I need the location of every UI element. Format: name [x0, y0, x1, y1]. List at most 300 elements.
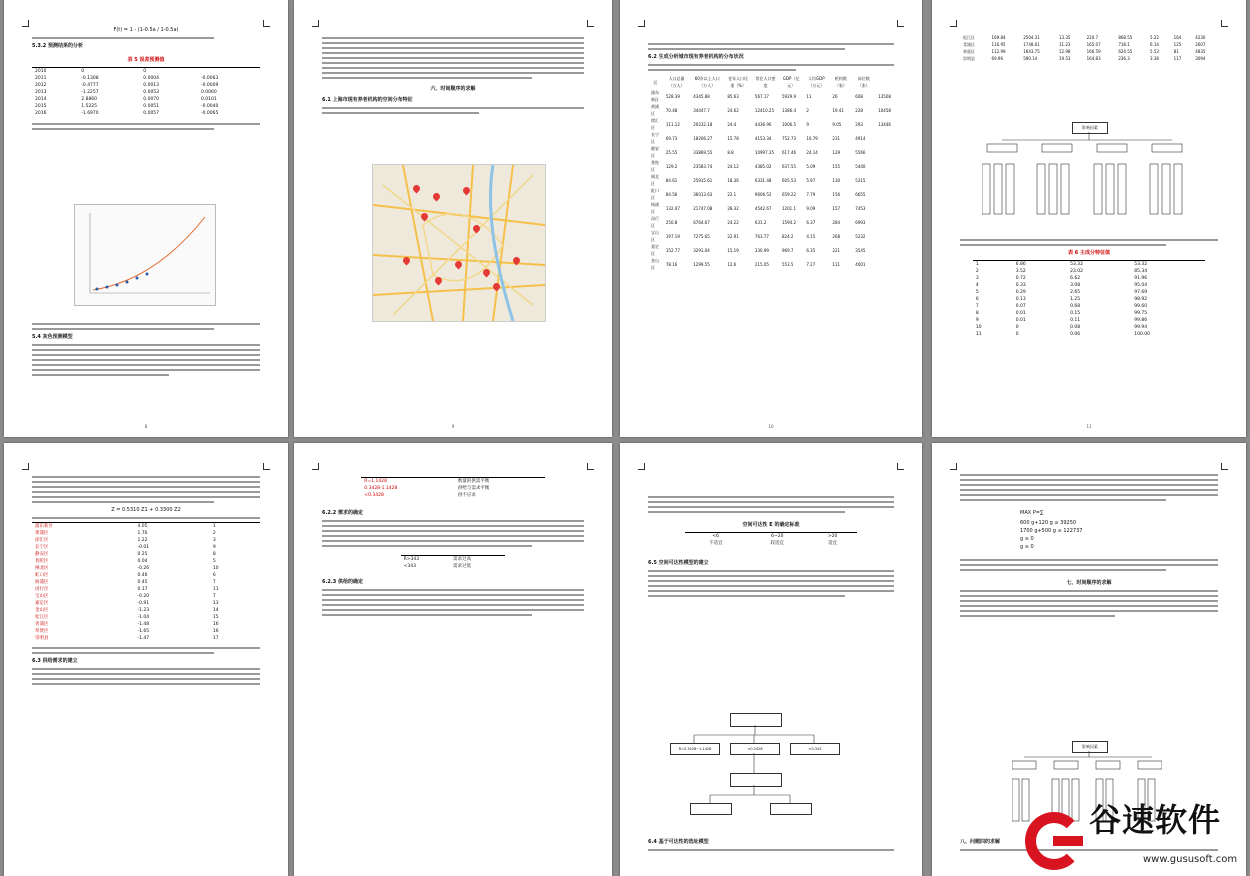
table-cell: 金山区	[651, 258, 659, 270]
table-cell: 228	[855, 107, 863, 113]
table-cell: 虹口区	[35, 573, 49, 578]
formula: F(t) = 1 - (1-0.5a / 1-0.5a)	[113, 27, 179, 33]
table-cell: 23583.74	[693, 163, 713, 169]
table-cell: 553.5	[782, 261, 794, 267]
table-cell: 13508	[878, 93, 891, 99]
table-cell: 590.14	[1023, 56, 1038, 61]
table-cell: 4835	[1195, 49, 1206, 54]
table-cell: 普陀区	[35, 559, 49, 564]
text-line	[32, 359, 260, 361]
table-cell: 9	[212, 545, 216, 550]
table-cell: 9.09	[806, 205, 816, 211]
table-cell: 25.55	[665, 149, 678, 155]
table-cell: 268	[832, 233, 841, 239]
supply-demand-table	[361, 477, 544, 499]
crop-mark	[587, 20, 594, 27]
table-row	[973, 296, 1205, 303]
table-cell: -0.0009	[200, 83, 219, 88]
table-cell: 95.04	[1134, 283, 1148, 288]
text-line	[960, 615, 1115, 617]
table-cell: 70.48	[665, 107, 678, 113]
table-cell: 长宁区	[35, 545, 49, 550]
table-cell: 2012	[35, 83, 47, 88]
table-cell: 99.94	[1134, 325, 1148, 330]
table-row	[32, 68, 260, 76]
text-line	[32, 476, 260, 478]
table-cell: 85.63	[727, 93, 739, 99]
table-cell: 虹口区	[651, 188, 659, 200]
flow-label: >0.343	[808, 747, 822, 751]
table-cell: 3.38	[1150, 56, 1159, 61]
text-line	[960, 494, 1218, 496]
table-cell: 2	[975, 269, 979, 274]
table-row	[648, 117, 894, 131]
constraint-list	[1020, 519, 1218, 551]
table-cell: 闵行区	[651, 216, 659, 228]
crop-mark	[22, 463, 29, 470]
table-cell: 0.3428-1.1428	[364, 486, 398, 491]
table-row	[32, 551, 260, 558]
table-row	[973, 275, 1205, 282]
text-line	[32, 491, 260, 493]
text-line	[322, 520, 584, 522]
table-title: 表 6 主成分特征值	[1068, 250, 1110, 256]
table-cell: 2.65	[1070, 290, 1081, 295]
table-row	[973, 261, 1205, 269]
table-cell: 4542.67	[754, 205, 772, 211]
table-cell: 闸北区	[651, 174, 659, 186]
section-heading: 八、问题四的求解	[960, 839, 1001, 845]
table-cell: 6.86	[1015, 262, 1026, 267]
text-line	[32, 517, 260, 519]
table-row	[973, 310, 1205, 317]
table-row	[648, 257, 894, 271]
text-line	[322, 77, 532, 79]
page-number: 8	[144, 424, 148, 429]
table-row	[32, 530, 260, 537]
text-line	[32, 496, 260, 498]
table-cell: 徐汇区	[35, 538, 49, 543]
table-cell: 松江区	[35, 615, 49, 620]
table-cell: -0.0065	[200, 111, 219, 116]
table-cell: 0.0070	[143, 97, 160, 102]
text-line	[960, 499, 1166, 501]
text-line	[322, 42, 584, 44]
prediction-curve	[75, 205, 215, 305]
gusu-watermark-logo	[1025, 801, 1240, 872]
table-cell: 4.15	[806, 233, 816, 239]
text-line	[648, 849, 894, 851]
table-cell: 0.11	[1070, 318, 1081, 323]
page-number: 10	[768, 424, 774, 429]
table-cell: 黄浦区	[651, 104, 659, 116]
table-cell: 112.99	[991, 49, 1006, 54]
table-row	[973, 303, 1205, 310]
text-line	[32, 652, 214, 654]
flow-label: R=0.3428~1.1428	[678, 747, 712, 751]
table-cell: 1201.1	[782, 205, 797, 211]
table-row	[401, 556, 506, 564]
table-cell: <0.3428	[364, 493, 384, 498]
table-cell: 10	[212, 566, 219, 571]
flow-label: <0.3428	[747, 747, 763, 751]
table-cell: 33869.55	[693, 149, 713, 155]
table-row	[973, 324, 1205, 331]
table-row	[960, 41, 1218, 48]
table-cell: 17	[212, 636, 219, 641]
column-header: 人均GDP（万元）	[808, 76, 825, 88]
table-cell: 2607	[1195, 42, 1206, 47]
table-row	[648, 89, 894, 103]
table-cell: 0.0013	[143, 83, 160, 88]
table-cell: 浦东新区	[651, 90, 659, 102]
text-line	[322, 535, 584, 537]
column-header: 机构数（家）	[834, 76, 847, 88]
table-cell: 需求过低	[453, 564, 472, 569]
table-row	[32, 593, 260, 600]
table-title: 表 5 误差预测值	[127, 57, 165, 63]
section-heading: 6.5 空间可达性模型的建立	[648, 560, 709, 566]
table-cell: 不适宜	[708, 541, 723, 546]
document-page-7	[620, 443, 922, 876]
table-cell: 数量的供需平衡	[457, 479, 490, 484]
table-cell: 0.17	[137, 587, 148, 592]
text-line	[32, 344, 260, 346]
table-cell: 718.1	[1118, 42, 1130, 47]
table-cell: <343	[403, 564, 416, 569]
table-row	[648, 201, 894, 215]
text-line	[960, 559, 1218, 561]
text-line	[32, 481, 260, 483]
table-cell: 125	[1173, 42, 1182, 47]
table-cell: -0.01	[137, 545, 150, 550]
table-cell: 4230	[1195, 35, 1206, 40]
document-page-3	[620, 0, 922, 437]
table-cell: 624.55	[1118, 49, 1133, 54]
table-cell: 6.35	[806, 247, 816, 253]
table-cell: 2	[806, 107, 809, 113]
text-line	[32, 501, 214, 503]
table-cell: 5.09	[806, 163, 816, 169]
table-cell: -0.26	[137, 566, 150, 571]
table-cell: 7275.65	[693, 233, 710, 239]
table-cell: 适宜	[828, 541, 838, 546]
document-page-4	[932, 0, 1246, 437]
table-cell: 6.62	[1070, 276, 1081, 281]
table-row	[32, 110, 260, 117]
table-cell: 普陀区	[651, 160, 659, 172]
score-ranking-table	[32, 522, 260, 642]
table-cell: 6993	[855, 219, 866, 225]
table-cell: 嘉定区	[651, 244, 659, 256]
table-cell: 18206.27	[693, 135, 713, 141]
crop-mark	[263, 463, 270, 470]
crop-mark	[22, 20, 29, 27]
table-cell: 11	[212, 587, 219, 592]
table-cell: 闵行区	[35, 587, 49, 592]
table-cell: 111.12	[665, 121, 680, 127]
section-heading: 6.3 供给需求的建立	[32, 658, 78, 664]
table-row	[973, 331, 1205, 338]
text-line	[32, 354, 260, 356]
table-cell: 0.46	[137, 573, 148, 578]
table-cell: 0	[81, 69, 85, 74]
table-cell: 宝山区	[35, 594, 49, 599]
table-cell: 12.6	[727, 261, 737, 267]
text-line	[960, 610, 1218, 612]
table-row	[648, 187, 894, 201]
table-cell: 99.60	[1134, 304, 1148, 309]
table-cell: 1.5225	[81, 104, 98, 109]
crop-mark	[1221, 463, 1228, 470]
table-cell: 1.25	[1070, 297, 1081, 302]
table-cell: 69.73	[665, 135, 678, 141]
table-cell: 15.19	[727, 247, 739, 253]
section-heading: 5.3.2 预测结果的分析	[32, 43, 83, 49]
table-cell: 528.39	[665, 93, 680, 99]
table-cell: 81	[1173, 49, 1179, 54]
table-row	[401, 563, 506, 570]
factor-tree-diagram	[982, 132, 1202, 222]
table-cell: 24.62	[727, 107, 739, 113]
text-line	[960, 595, 1218, 597]
table-cell: 197.19	[665, 233, 680, 239]
table-cell: 117	[1173, 56, 1182, 61]
table-cell: 16	[212, 629, 219, 634]
table-cell: 0.01	[1015, 318, 1026, 323]
text-line	[322, 599, 584, 601]
table-cell: 6655	[855, 191, 866, 197]
table-cell: 132.07	[665, 205, 680, 211]
table-cell: 99.86	[1134, 318, 1148, 323]
table-row	[32, 565, 260, 572]
section-heading: 6.4 基于可达性的选址模型	[648, 839, 709, 845]
table-cell: 8	[212, 552, 216, 557]
objective-formula: MAX P=∑	[1020, 510, 1044, 516]
table-cell: 91.96	[1134, 276, 1148, 281]
text-line	[322, 57, 584, 59]
table-cell: 21747.08	[693, 205, 713, 211]
demand-table	[401, 555, 506, 570]
table-cell: -1.6970	[81, 111, 99, 116]
table-row	[960, 48, 1218, 55]
table-row	[32, 586, 260, 593]
text-line	[322, 609, 584, 611]
table-cell: 84.61	[665, 177, 678, 183]
table-cell: 0.0057	[143, 111, 160, 116]
road-network	[373, 165, 545, 321]
table-cell: 长宁区	[651, 132, 659, 144]
table-cell: 12410.25	[754, 107, 775, 113]
table-cell: 9606.52	[754, 191, 772, 197]
table-cell: 4345.88	[693, 93, 710, 99]
chapter-heading: 七、时间顺序的求解	[1066, 580, 1112, 586]
text-line	[322, 62, 584, 64]
table-cell: 7453	[855, 205, 866, 211]
table-cell: 1299.55	[693, 261, 710, 267]
page-number: 11	[1086, 424, 1092, 429]
text-line	[960, 590, 1218, 592]
table-cell: 69.96	[991, 56, 1003, 61]
table-cell: 7	[212, 594, 216, 599]
table-cell: 10.79	[806, 135, 818, 141]
table-cell: 11.23	[1058, 42, 1071, 47]
table-cell	[198, 68, 260, 76]
shanghai-map	[372, 164, 546, 322]
section-heading: 6.2.2 需求的确定	[322, 510, 363, 516]
text-line	[960, 600, 1218, 602]
table-cell: 111	[832, 261, 841, 267]
table-row	[32, 607, 260, 614]
table-row	[32, 75, 260, 82]
document-page-2	[294, 0, 612, 437]
table-cell: 静安区	[651, 146, 659, 158]
table-cell: 较适宜	[770, 541, 785, 546]
table-cell: 2011	[35, 76, 47, 81]
table-cell: 617.46	[782, 149, 797, 155]
table-cell: 4	[975, 283, 979, 288]
table-cell: 6.14	[1150, 42, 1159, 47]
table-cell: 130	[832, 177, 841, 183]
table-cell: 0.33	[1015, 283, 1026, 288]
table-cell: 1	[975, 262, 979, 267]
column-header: 人口总量（万人）	[668, 76, 685, 88]
table-row	[973, 268, 1205, 275]
table-cell: -1.48	[137, 622, 150, 627]
table-cell: 19.53	[1058, 56, 1071, 61]
table-row	[32, 89, 260, 96]
table-cell: 24.14	[806, 149, 818, 155]
table-cell: 164.83	[1086, 56, 1101, 61]
text-line	[322, 37, 584, 39]
table-cell: 16	[212, 622, 219, 627]
table-cell: 2014	[35, 97, 47, 102]
table-cell: 763.77	[754, 233, 769, 239]
constraint-item: g ≥ 0	[1020, 544, 1034, 550]
table-cell: 4.05	[137, 524, 148, 529]
table-cell: 9.05	[832, 121, 842, 127]
brand-name: 谷速软件	[1089, 801, 1222, 839]
text-line	[960, 605, 1218, 607]
text-line	[32, 123, 260, 125]
table-cell: 4001	[855, 261, 866, 267]
table-cell: 0.01	[1015, 311, 1026, 316]
document-page-8	[932, 443, 1246, 876]
crop-mark	[950, 20, 957, 27]
table-cell: 4385.02	[754, 163, 772, 169]
table-cell: -1.2257	[81, 90, 99, 95]
table-cell: 2016	[35, 111, 47, 116]
table-cell: 84.56	[665, 191, 678, 197]
table-cell: <6	[712, 534, 720, 539]
table-cell: -0.91	[137, 601, 150, 606]
g-logo-bar	[1053, 836, 1083, 846]
text-line	[32, 647, 260, 649]
text-line	[322, 540, 584, 542]
table-cell: 637.55	[782, 163, 797, 169]
section-heading: 5.4 灰色预测模型	[32, 334, 73, 340]
table-row	[361, 492, 544, 499]
text-line	[960, 474, 1218, 476]
table-cell: 6331.48	[754, 177, 772, 183]
table-row	[32, 614, 260, 621]
table-cell: 浦东新区	[35, 524, 53, 529]
table-cell: 0.0051	[143, 104, 160, 109]
text-line	[960, 239, 1218, 241]
table-cell: 98.92	[1134, 297, 1148, 302]
table-cell: 752.73	[782, 135, 797, 141]
table-cell: 0.08	[1070, 325, 1081, 330]
constraint-item: 1700 g+500 g ≤ 122737	[1020, 528, 1083, 534]
column-header: 区	[653, 79, 658, 85]
table-cell: 169.84	[991, 35, 1006, 40]
text-line	[960, 489, 1218, 491]
table-cell: 166.59	[1086, 49, 1101, 54]
table-cell: >20	[827, 534, 838, 539]
page-number: 9	[451, 424, 455, 429]
table-cell: 0.25	[137, 552, 148, 557]
table-row	[32, 96, 260, 103]
table-cell: 85.34	[1134, 269, 1148, 274]
table-cell: 0.45	[137, 580, 148, 585]
text-line	[322, 604, 584, 606]
text-line	[322, 594, 584, 596]
table-cell: 155	[832, 163, 841, 169]
table-cell: 崇明县	[963, 56, 975, 61]
table-cell: 1.76	[137, 531, 148, 536]
text-line	[960, 564, 1218, 566]
column-header: 常住人口密度	[755, 76, 776, 88]
text-line	[32, 678, 260, 680]
table-cell: 5.97	[806, 177, 816, 183]
table-cell: 236.3	[1118, 56, 1130, 61]
table-cell: 129	[832, 149, 841, 155]
table-cell: 605.53	[782, 177, 797, 183]
table-cell: 3545	[855, 247, 866, 253]
table-cell: 10458	[878, 107, 891, 113]
table-cell: -1.65	[137, 629, 150, 634]
table-cell: 2.8860	[81, 97, 98, 102]
table-cell: 5	[975, 290, 979, 295]
table-row	[648, 131, 894, 145]
table-cell: 4436.96	[754, 121, 772, 127]
eigenvalue-table	[973, 260, 1205, 338]
table-row	[32, 572, 260, 579]
table-row	[32, 537, 260, 544]
formula: Z = 0.5310 Z1 + 0.3300 Z2	[111, 507, 181, 513]
text-line	[32, 374, 169, 376]
table-cell: 26	[832, 93, 838, 99]
tree-root-label: 影响因素	[1082, 744, 1098, 749]
table-cell: 供给与需求平衡	[457, 486, 490, 491]
table-cell: 闸北区	[35, 566, 49, 571]
table-row	[648, 103, 894, 117]
table-cell: 0.0004	[143, 76, 160, 81]
table-cell: 9	[975, 318, 979, 323]
table-row	[32, 523, 260, 531]
text-line	[32, 683, 260, 685]
table-cell: 24.4	[727, 121, 737, 127]
table-cell: 2013	[35, 90, 47, 95]
table-cell: -1.47	[137, 636, 150, 641]
crop-mark	[587, 463, 594, 470]
table-cell: 22.1	[727, 191, 737, 197]
table-cell: 青浦区	[963, 42, 975, 47]
table-cell: 松江区	[963, 35, 975, 40]
text-line	[32, 37, 214, 39]
table-cell: 215.05	[754, 261, 769, 267]
table-cell: -1.04	[137, 615, 150, 620]
